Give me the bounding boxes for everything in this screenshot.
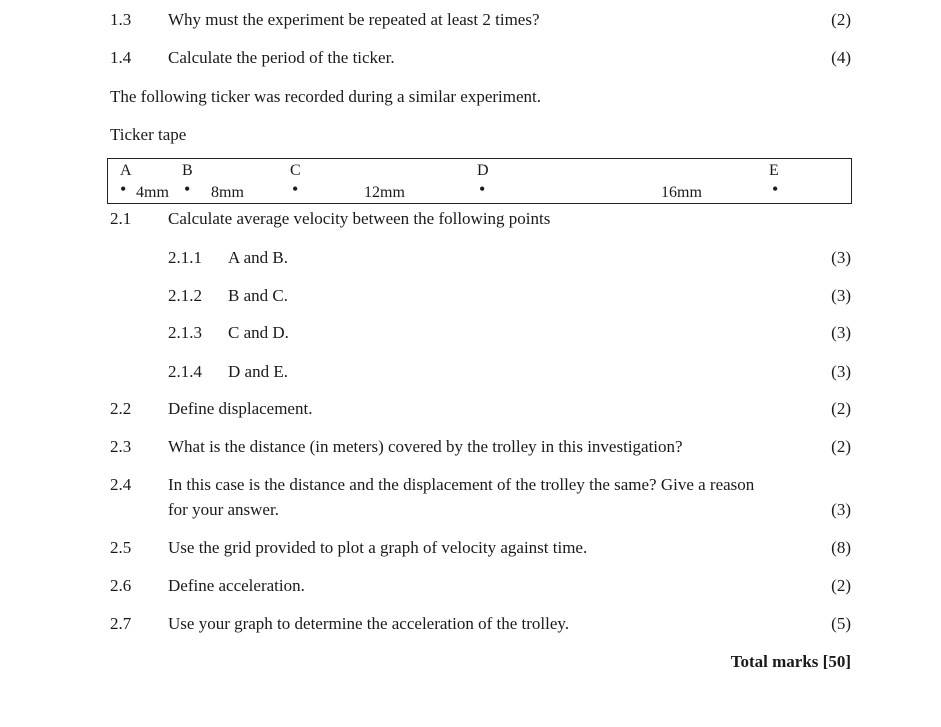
question-text: Calculate the period of the ticker. bbox=[168, 48, 395, 67]
subquestion-marks: (3) bbox=[831, 248, 851, 267]
distance-ab: 4mm bbox=[136, 184, 169, 201]
subquestion-text: B and C. bbox=[228, 286, 288, 305]
question-number: 2.6 bbox=[110, 576, 132, 595]
question-marks: (2) bbox=[831, 10, 851, 29]
question-text: Define displacement. bbox=[168, 399, 313, 418]
distance-bc: 8mm bbox=[211, 184, 244, 201]
subquestion-number: 2.1.4 bbox=[168, 362, 202, 381]
point-label-a: A bbox=[120, 162, 132, 179]
subquestion-marks: (3) bbox=[831, 362, 851, 381]
tape-dot-e: • bbox=[772, 179, 779, 199]
question-text: In this case is the distance and the displacement of the trolley the same? Give a reason bbox=[168, 475, 755, 494]
total-marks: Total marks [50] bbox=[730, 652, 851, 671]
subquestion-text: C and D. bbox=[228, 323, 289, 342]
question-number: 2.5 bbox=[110, 538, 132, 557]
distance-cd: 12mm bbox=[364, 184, 405, 201]
question-number: 1.3 bbox=[110, 10, 132, 29]
ticker-tape bbox=[107, 158, 852, 204]
question-number: 2.2 bbox=[110, 399, 132, 418]
question-text: Calculate average velocity between the following points bbox=[168, 209, 551, 228]
intro-text: The following ticker was recorded during a similar experiment. bbox=[110, 87, 541, 106]
question-text: Use the grid provided to plot a graph of velocity against time. bbox=[168, 538, 588, 557]
subquestion-text: A and B. bbox=[228, 248, 288, 267]
tape-dot-c: • bbox=[292, 179, 299, 199]
subquestion-number: 2.1.3 bbox=[168, 323, 202, 342]
question-marks: (3) bbox=[831, 500, 851, 519]
distance-de: 16mm bbox=[661, 184, 702, 201]
question-number: 2.3 bbox=[110, 437, 132, 456]
subquestion-marks: (3) bbox=[831, 323, 851, 342]
question-text: What is the distance (in meters) covered by the trolley in this investigation? bbox=[168, 437, 683, 456]
tape-dot-a: • bbox=[120, 179, 127, 199]
point-label-d: D bbox=[477, 162, 489, 179]
question-marks: (4) bbox=[831, 48, 851, 67]
question-marks: (2) bbox=[831, 399, 851, 418]
question-marks: (2) bbox=[831, 437, 851, 456]
point-label-c: C bbox=[290, 162, 301, 179]
subquestion-number: 2.1.2 bbox=[168, 286, 202, 305]
tape-dot-d: • bbox=[479, 179, 486, 199]
question-number: 2.1 bbox=[110, 209, 132, 228]
question-marks: (2) bbox=[831, 576, 851, 595]
question-text-continued: for your answer. bbox=[168, 500, 279, 519]
question-marks: (5) bbox=[831, 614, 851, 633]
question-text: Use your graph to determine the acceleration of the trolley. bbox=[168, 614, 570, 633]
question-number: 2.4 bbox=[110, 475, 132, 494]
question-text: Define acceleration. bbox=[168, 576, 305, 595]
point-label-e: E bbox=[769, 162, 779, 179]
question-number: 1.4 bbox=[110, 48, 132, 67]
subquestion-marks: (3) bbox=[831, 286, 851, 305]
subquestion-number: 2.1.1 bbox=[168, 248, 202, 267]
question-marks: (8) bbox=[831, 538, 851, 557]
tape-dot-b: • bbox=[184, 179, 191, 199]
question-text: Why must the experiment be repeated at least 2 times? bbox=[168, 10, 540, 29]
point-label-b: B bbox=[182, 162, 193, 179]
question-number: 2.7 bbox=[110, 614, 132, 633]
tape-heading: Ticker tape bbox=[110, 125, 187, 144]
subquestion-text: D and E. bbox=[228, 362, 288, 381]
